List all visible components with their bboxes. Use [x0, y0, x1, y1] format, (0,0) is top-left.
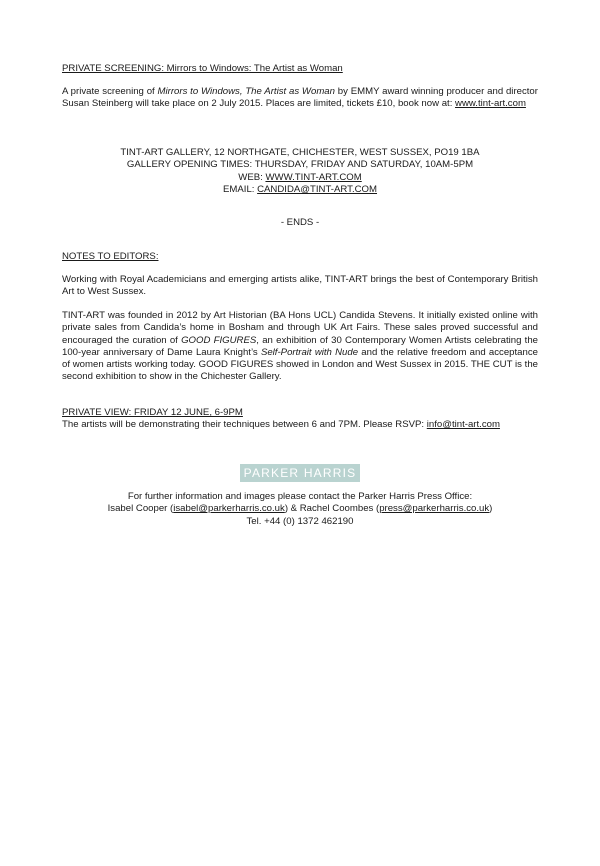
- contact-tel: Tel. +44 (0) 1372 462190: [246, 515, 354, 527]
- gallery-address: TINT-ART GALLERY, 12 NORTHGATE, CHICHESTER, WEST SUSSEX, PO19 1BA: [120, 147, 480, 158]
- notes-italic-1: GOOD FIGURES: [181, 334, 257, 346]
- notes-text-a: TINT-ART was founded in 2012 by Art Historian (BA Hons UCL) Candida Stevens. It initially existed online with private sales from Candida’s home in Bosham and through UK Art Fairs. These sales proved successful and encouraged the curation of: [62, 310, 538, 346]
- notes-paragraph-1: Working with Royal Academicians and emerging artists alike, TINT-ART brings the best of Contemporary British Art to West Sussex.: [62, 274, 538, 298]
- contact-email-1[interactable]: isabel@parkerharris.co.uk: [173, 503, 285, 515]
- web-label: WEB:: [238, 171, 266, 183]
- parker-harris-logo: PARKER HARRIS: [240, 464, 360, 482]
- screening-paragraph: [62, 86, 538, 111]
- notes-text-b: , an exhibition of 30 Contemporary Women Artists celebrating the 100-year anniversary of Dame Laura Knight’s: [62, 334, 539, 358]
- gallery-web-line: [62, 172, 538, 184]
- notes-text-c: and the relative freedom and acceptance of women artists working today. GOOD FIGURES showed in London and West Sussex in 2015. THE CUT is the second exhibition to show in the Chichester Gallery.: [62, 346, 538, 383]
- private-view-text: [62, 419, 538, 431]
- contact-line: For further information and images please contact the Parker Harris Press Office:: [127, 491, 473, 502]
- contact-names-line: [62, 503, 538, 515]
- notes-heading: NOTES TO EDITORS:: [62, 251, 159, 262]
- contact-info: [62, 491, 538, 528]
- screening-text-2: by EMMY award winning producer and director Susan Steinberg will take place on 2 July 2015. Places are limited, tickets £10, book now at:: [62, 86, 538, 110]
- screening-link[interactable]: www.tint-art.com: [455, 98, 526, 110]
- contact-mid: ) & Rachel Coombes (: [284, 503, 380, 515]
- notes-paragraph-2: [62, 310, 538, 384]
- screening-heading: PRIVATE SCREENING: Mirrors to Windows: The Artist as Woman: [62, 63, 343, 74]
- gallery-hours: GALLERY OPENING TIMES: THURSDAY, FRIDAY AND SATURDAY, 10AM-5PM: [126, 159, 474, 171]
- private-view-body: The artists will be demonstrating their techniques between 6 and 7PM. Please RSVP:: [62, 419, 427, 430]
- email-link[interactable]: CANDIDA@TINT-ART.COM: [257, 183, 378, 195]
- private-view-heading: PRIVATE VIEW: FRIDAY 12 JUNE, 6-9PM: [62, 407, 243, 418]
- gallery-email-line: [62, 184, 538, 196]
- email-label: EMAIL:: [222, 183, 258, 195]
- web-link[interactable]: WWW.TINT-ART.COM: [265, 171, 362, 183]
- gallery-info: [62, 147, 538, 196]
- rsvp-email-link[interactable]: info@tint-art.com: [426, 419, 500, 430]
- screening-title: Mirrors to Windows, The Artist as Woman: [157, 86, 335, 97]
- notes-italic-2: Self-Portrait with Nude: [260, 346, 359, 358]
- contact-email-2[interactable]: press@parkerharris.co.uk: [379, 503, 490, 515]
- contact-end: ): [489, 503, 493, 515]
- ends-marker: - ENDS -: [280, 217, 320, 228]
- contact-name-1: Isabel Cooper (: [107, 503, 174, 515]
- screening-text-1: A private screening of: [62, 86, 158, 97]
